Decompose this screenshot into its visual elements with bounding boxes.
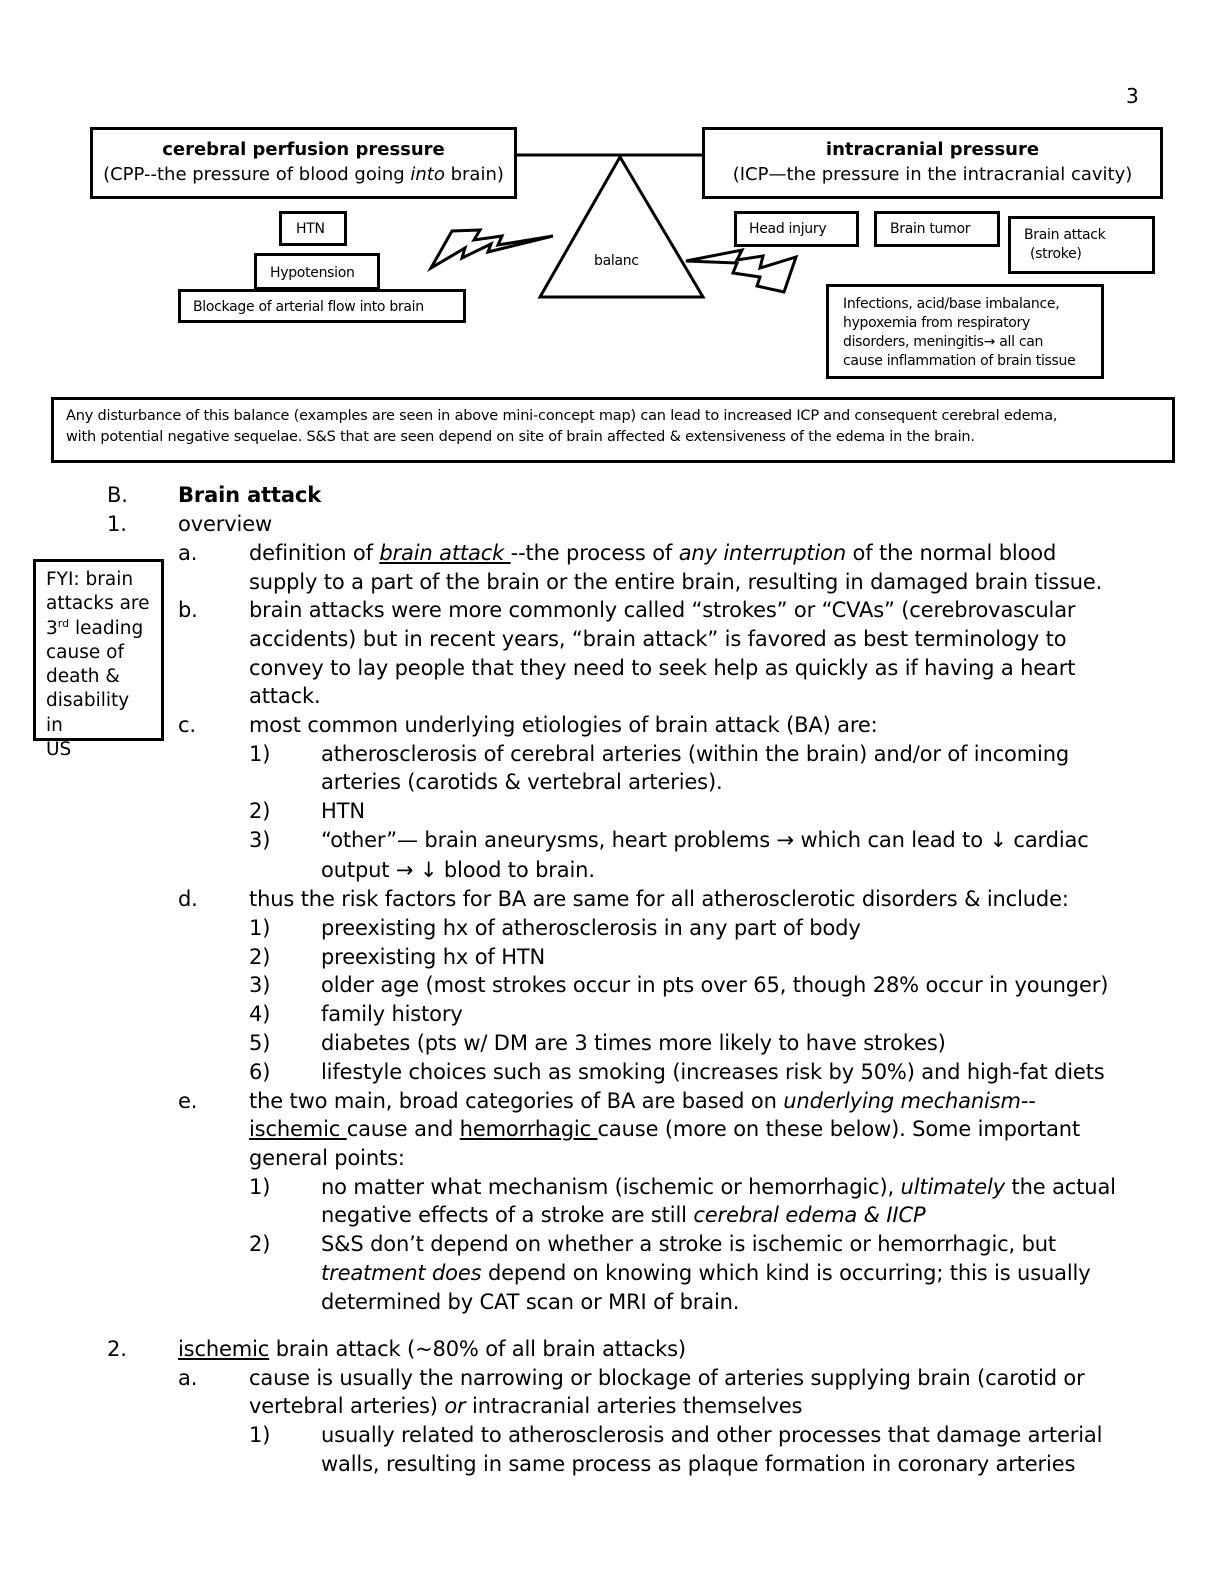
subsection-title (178, 1335, 686, 1364)
cpp-desc-em: into (410, 164, 445, 185)
fyi-text: leading (69, 617, 144, 639)
item-marker: d. (178, 887, 198, 911)
emphasis: ultimately (900, 1175, 1006, 1199)
cpp-desc: (CPP--the pressure of blood going (103, 164, 411, 185)
item-text (249, 1115, 1080, 1144)
term: brain attack (379, 541, 511, 565)
icp-title: intracranial pressure (825, 139, 1040, 160)
fyi-line (46, 617, 151, 641)
cpp-title: cerebral perfusion pressure (162, 139, 445, 160)
subitem-marker: 1) (249, 742, 271, 766)
section-title: Brain attack (178, 483, 322, 507)
subitem-marker: 3) (249, 828, 271, 852)
cpp-desc-end: brain) (444, 164, 504, 185)
item-text: accidents) but in recent years, “brain attack” is favored as best terminology to (249, 627, 1067, 651)
cpp-box (90, 127, 517, 199)
subitem-text: HTN (321, 799, 365, 823)
text: vertebral arteries) (249, 1394, 445, 1418)
subitem-marker: 1) (249, 1175, 271, 1199)
fyi-ordinal: 3 (46, 617, 58, 639)
icp-desc: (ICP—the pressure in the intracranial cavity) (732, 164, 1133, 185)
inflammation-causes-box (826, 284, 1104, 379)
term-ischemic: ischemic (249, 1117, 347, 1141)
inflammation-line: cause inflammation of brain tissue (843, 353, 1076, 369)
text: of the normal blood (846, 541, 1057, 565)
subitem-marker: 4) (249, 1002, 271, 1026)
brain-attack-box (1008, 216, 1155, 274)
item-text (249, 539, 1056, 568)
subitem-text: lifestyle choices such as smoking (increases risk by 50%) and high-fat diets (321, 1060, 1105, 1084)
emphasis: underlying mechanism (783, 1089, 1021, 1113)
item-marker: b. (178, 598, 198, 622)
subitem-text: preexisting hx of atherosclerosis in any part of body (321, 916, 861, 940)
text: definition of (249, 541, 380, 565)
text: intracranial arteries themselves (465, 1394, 803, 1418)
subsection-marker: 1. (107, 512, 127, 536)
subitem-text: family history (321, 1002, 463, 1026)
text: the two main, broad categories of BA are based on (249, 1089, 784, 1113)
inflammation-line: Infections, acid/base imbalance, (843, 296, 1060, 312)
inflammation-line: hypoxemia from respiratory (843, 315, 1030, 331)
brain-tumor-box: Brain tumor (874, 211, 1000, 247)
hypotension-box: Hypotension (254, 253, 380, 290)
lightning-bolt-icon-left (431, 230, 553, 268)
subitem-marker: 1) (249, 1423, 271, 1447)
fyi-line: FYI: brain (46, 569, 134, 590)
subitem-text: atherosclerosis of cerebral arteries (within the brain) and/or of incoming (321, 742, 1070, 766)
fyi-line: disability in (46, 690, 130, 736)
item-marker: e. (178, 1089, 198, 1113)
note-line: with potential negative sequelae. S&S that are seen depend on site of brain affected & extensiveness of the edema in the brain. (66, 429, 975, 445)
text: brain attack (~80% of all brain attacks) (269, 1337, 686, 1361)
subitem-marker: 2) (249, 1232, 271, 1256)
text: no matter what mechanism (ischemic or hemorrhagic), (321, 1175, 901, 1199)
item-text: general points: (249, 1146, 405, 1170)
item-text: most common underlying etiologies of brain attack (BA) are: (249, 713, 878, 737)
fyi-line: death & (46, 666, 120, 688)
text: cause (more on these below). Some important (597, 1117, 1081, 1141)
text: -- (1020, 1089, 1036, 1113)
item-text (249, 1392, 802, 1421)
subitem-text: output → ↓ blood to brain. (321, 858, 595, 882)
fyi-line: US (46, 739, 72, 761)
item-text: thus the risk factors for BA are same for all atherosclerotic disorders & include: (249, 887, 1069, 911)
subitem-text: arteries (carotids & vertebral arteries). (321, 770, 723, 794)
text: negative effects of a stroke are still (321, 1203, 694, 1227)
emphasis: cerebral edema & IICP (693, 1203, 926, 1227)
balance-note-box (51, 397, 1175, 463)
text: cause and (346, 1117, 460, 1141)
item-marker: a. (178, 1366, 198, 1390)
blockage-box: Blockage of arterial flow into brain (178, 289, 466, 323)
htn-box: HTN (279, 211, 347, 246)
section-marker: B. (107, 483, 128, 507)
subitem-marker: 2) (249, 799, 271, 823)
subitem-marker: 3) (249, 973, 271, 997)
fulcrum-label: balanc (594, 253, 639, 269)
head-injury-box: Head injury (734, 211, 859, 247)
brain-attack-label: Brain attack (1024, 227, 1106, 243)
item-text: convey to lay people that they need to seek help as quickly as if having a heart (249, 656, 1076, 680)
subitem-text: diabetes (pts w/ DM are 3 times more likely to have strokes) (321, 1031, 946, 1055)
subitem-text (321, 1173, 1116, 1202)
subitem-text (321, 1259, 1091, 1288)
icp-box (702, 127, 1163, 199)
emphasis: treatment does (321, 1261, 482, 1285)
emphasis: or (444, 1394, 466, 1418)
subsection-marker: 2. (107, 1337, 127, 1361)
subitem-text: S&S don’t depend on whether a stroke is ischemic or hemorrhagic, but (321, 1232, 1057, 1256)
item-text: supply to a part of the brain or the entire brain, resulting in damaged brain tissue. (249, 570, 1103, 594)
subitem-marker: 5) (249, 1031, 271, 1055)
item-text: attack. (249, 684, 321, 708)
subitem-text (321, 1201, 926, 1230)
subitem-marker: 1) (249, 916, 271, 940)
fyi-ordinal-suffix: rd (57, 616, 70, 630)
inflammation-line: disorders, meningitis→ all can (843, 334, 1044, 350)
text: depend on knowing which kind is occurring; this is usually (481, 1261, 1091, 1285)
item-marker: a. (178, 541, 198, 565)
term-ischemic: ischemic (178, 1337, 270, 1361)
lightning-bolt-icon-right (686, 250, 796, 292)
subitem-marker: 2) (249, 945, 271, 969)
term-hemorrhagic: hemorrhagic (459, 1117, 598, 1141)
item-text: cause is usually the narrowing or blockage of arteries supplying brain (carotid or (249, 1366, 1085, 1390)
emphasis: any interruption (678, 541, 846, 565)
text: --the process of (510, 541, 679, 565)
subitem-marker: 6) (249, 1060, 271, 1084)
stroke-label: (stroke) (1030, 246, 1082, 262)
subitem-text: preexisting hx of HTN (321, 945, 546, 969)
text: the actual (1005, 1175, 1116, 1199)
page-number: 3 (1126, 84, 1139, 108)
item-text: brain attacks were more commonly called “strokes” or “CVAs” (cerebrovascular (249, 598, 1076, 622)
note-line: Any disturbance of this balance (examples are seen in above mini-concept map) can lead to increased ICP and consequent cerebral edema, (66, 408, 1058, 424)
subitem-text: walls, resulting in same process as plaque formation in coronary arteries (321, 1452, 1076, 1476)
subitem-text: usually related to atherosclerosis and other processes that damage arterial (321, 1423, 1103, 1447)
fyi-line: cause of (46, 641, 124, 663)
subitem-text: older age (most strokes occur in pts over 65, though 28% occur in younger) (321, 973, 1109, 997)
item-text (249, 1087, 1036, 1116)
fyi-line: attacks are (46, 593, 150, 615)
subsection-title: overview (178, 512, 272, 536)
fyi-sidebar-box (33, 559, 164, 761)
subitem-text: determined by CAT scan or MRI of brain. (321, 1290, 740, 1314)
item-marker: c. (178, 713, 196, 737)
subitem-text: “other”— brain aneurysms, heart problems → which can lead to ↓ cardiac (321, 828, 1089, 852)
